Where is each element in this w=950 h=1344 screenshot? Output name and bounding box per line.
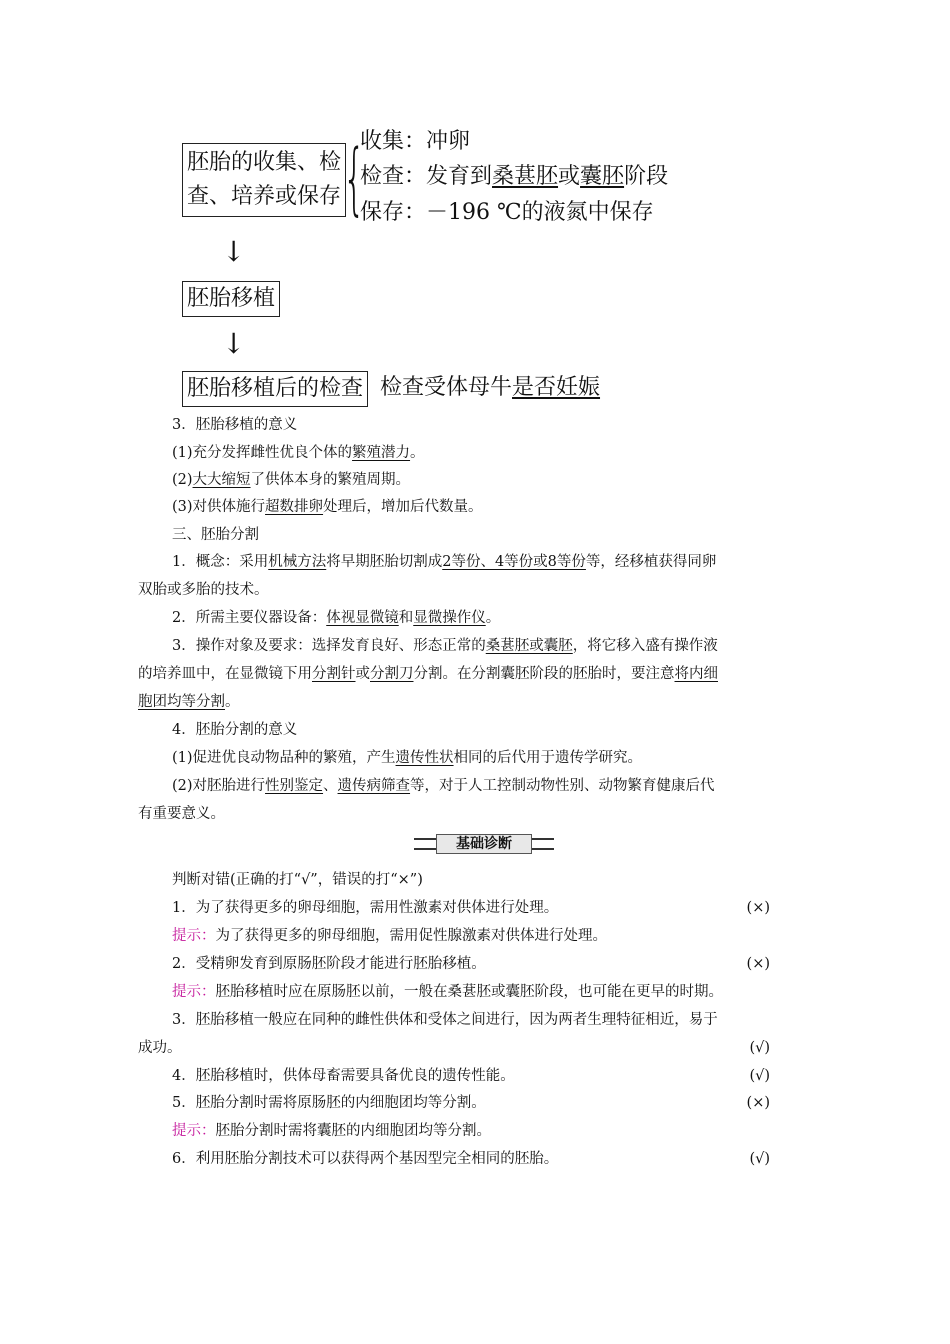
underlined-term: 2等份、4等份或8等份 [442, 554, 586, 570]
quiz-question [138, 1149, 814, 1169]
text: 。 [225, 694, 240, 710]
flow-collect-text: 收集：冲卵 [360, 129, 471, 154]
question-text: 成功。 [138, 1040, 182, 1056]
question-text: 2．受精卵发育到原肠胚阶段才能进行胚胎移植。 [172, 956, 486, 972]
question-text: 1．为了获得更多的卵母细胞，需用性激素对供体进行处理。 [172, 900, 559, 916]
quiz-hint [172, 982, 723, 1002]
text: 。 [485, 610, 501, 626]
flow-post-check-text [380, 371, 600, 405]
part-heading: 三、胚胎分割 [172, 527, 259, 543]
text: 的培养皿中，在显微镜下用 [138, 666, 312, 682]
flow-check-suffix: 阶段 [624, 164, 669, 189]
paragraph-continuation [138, 692, 240, 712]
paragraph [172, 636, 718, 656]
section-heading: 3．胚胎移植的意义 [172, 417, 298, 433]
underlined-term: 性别鉴定 [265, 778, 324, 794]
text: 1．概念：采用 [172, 554, 269, 570]
flow-box-collection-line1: 胚胎的收集、检 [187, 150, 342, 175]
paragraph [172, 552, 716, 572]
banner-left-decoration [414, 838, 436, 850]
quiz-intro: 判断对错(正确的打“√”，错误的打“×”) [172, 872, 423, 888]
flow-check-blastocyst: 囊胚 [580, 164, 625, 189]
underlined-term: 分割针 [312, 666, 356, 682]
down-arrow-icon: ↓ [222, 327, 246, 360]
answer-mark: (√) [749, 1040, 770, 1056]
quiz-hint [172, 1121, 491, 1141]
question-text: 5．胚胎分割时需将原肠胚的内细胞团均等分割。 [172, 1095, 486, 1111]
text: 相同的后代用于遗传学研究。 [453, 750, 643, 766]
text: (2) [172, 472, 193, 488]
flow-check-or: 或 [558, 164, 581, 189]
quiz-question [138, 1093, 814, 1113]
text: (3)对供体施行 [172, 499, 266, 515]
hint-label: 提示： [172, 928, 216, 944]
banner-right-decoration [532, 838, 554, 850]
quiz-question [138, 1066, 814, 1086]
list-item [172, 748, 642, 768]
underlined-term: 体视显微镜 [326, 610, 399, 626]
text: (1)促进优良动物品种的繁殖，产生 [172, 750, 396, 766]
underlined-term: 遗传病筛查 [337, 778, 411, 794]
text: 分割。在分割囊胚阶段的胚胎时，要注意 [413, 666, 675, 682]
banner-title: 基础诊断 [436, 834, 532, 854]
hint-text: 胚胎分割时需将囊胚的内细胞团均等分割。 [215, 1123, 491, 1139]
hint-label: 提示： [172, 984, 216, 1000]
text: 。 [410, 445, 425, 461]
underlined-term: 桑葚胚或囊胚 [485, 638, 573, 654]
text: (1)充分发挥雌性优良个体的 [172, 445, 353, 461]
flow-check-morula: 桑葚胚 [492, 164, 559, 189]
quiz-question: 3．胚胎移植一般应在同种的雌性供体和受体之间进行，因为两者生理特征相近，易于 [172, 1012, 718, 1028]
underlined-term: 超数排卵 [265, 499, 324, 515]
answer-mark: (×) [746, 900, 770, 916]
subheading: 4．胚胎分割的意义 [172, 722, 298, 738]
text: 3．操作对象及要求：选择发育良好、形态正常的 [172, 638, 486, 654]
underlined-term: 分割刀 [370, 666, 414, 682]
flow-box-collection [182, 143, 346, 217]
question-text: 6．利用胚胎分割技术可以获得两个基因型完全相同的胚胎。 [172, 1151, 559, 1167]
flow-check-text [360, 160, 668, 194]
list-item [172, 776, 715, 796]
answer-mark: (√) [749, 1151, 770, 1167]
list-item [172, 470, 410, 490]
underlined-term: 大大缩短 [192, 472, 251, 488]
flow-box-transfer: 胚胎移植 [182, 281, 280, 317]
flow-box-collection-line2: 查、培养或保存 [187, 184, 342, 209]
underlined-term: 胞团均等分割 [138, 694, 225, 710]
text: 将早期胚胎切割成 [326, 554, 443, 570]
hint-label: 提示： [172, 1123, 216, 1139]
text: 等，经移植获得同卵 [585, 554, 717, 570]
underlined-term: 将内细 [674, 666, 718, 682]
quiz-question-continuation [138, 1038, 814, 1058]
text: 了供体本身的繁殖周期。 [250, 472, 411, 488]
underlined-term: 显微操作仪 [413, 610, 486, 626]
hint-text: 胚胎移植时应在原肠胚以前，一般在桑葚胚或囊胚阶段，也可能在更早的时期。 [215, 984, 723, 1000]
down-arrow-icon: ↓ [222, 235, 246, 268]
answer-mark: (√) [749, 1068, 770, 1084]
quiz-question [138, 898, 814, 918]
text: 等，对于人工控制动物性别、动物繁育健康后代 [410, 778, 715, 794]
paragraph-continuation [138, 664, 718, 684]
quiz-question [138, 954, 814, 974]
flow-store-text: 保存：－196 ℃的液氮中保存 [360, 200, 654, 225]
question-text: 4．胚胎移植时，供体母畜需要具备优良的遗传性能。 [172, 1068, 515, 1084]
text: 和 [398, 610, 414, 626]
underlined-term: 机械方法 [268, 554, 327, 570]
underlined-term: 繁殖潜力 [352, 445, 411, 461]
text: 、 [323, 778, 338, 794]
text: 2．所需主要仪器设备： [172, 610, 327, 626]
flow-box-post-check: 胚胎移植后的检查 [182, 371, 368, 407]
flow-post-check-pregnant: 是否妊娠 [512, 375, 601, 400]
paragraph [172, 608, 500, 628]
underlined-term: 遗传性状 [395, 750, 454, 766]
answer-mark: (×) [746, 1095, 770, 1111]
quiz-hint [172, 926, 607, 946]
paragraph-continuation: 双胎或多胎的技术。 [138, 582, 269, 598]
flow-post-check-prefix: 检查受体母牛 [380, 375, 513, 400]
text: ，将它移入盛有操作液 [572, 638, 718, 654]
paragraph-continuation: 有重要意义。 [138, 806, 225, 822]
answer-mark: (×) [746, 956, 770, 972]
flow-check-prefix: 检查：发育到 [360, 164, 493, 189]
text: (2)对胚胎进行 [172, 778, 266, 794]
list-item [172, 443, 425, 463]
curly-brace-icon: { [343, 134, 366, 224]
list-item [172, 497, 483, 517]
text: 处理后，增加后代数量。 [323, 499, 483, 515]
text: 或 [355, 666, 370, 682]
hint-text: 为了获得更多的卵母细胞，需用促性腺激素对供体进行处理。 [215, 928, 607, 944]
section-banner [414, 834, 554, 854]
